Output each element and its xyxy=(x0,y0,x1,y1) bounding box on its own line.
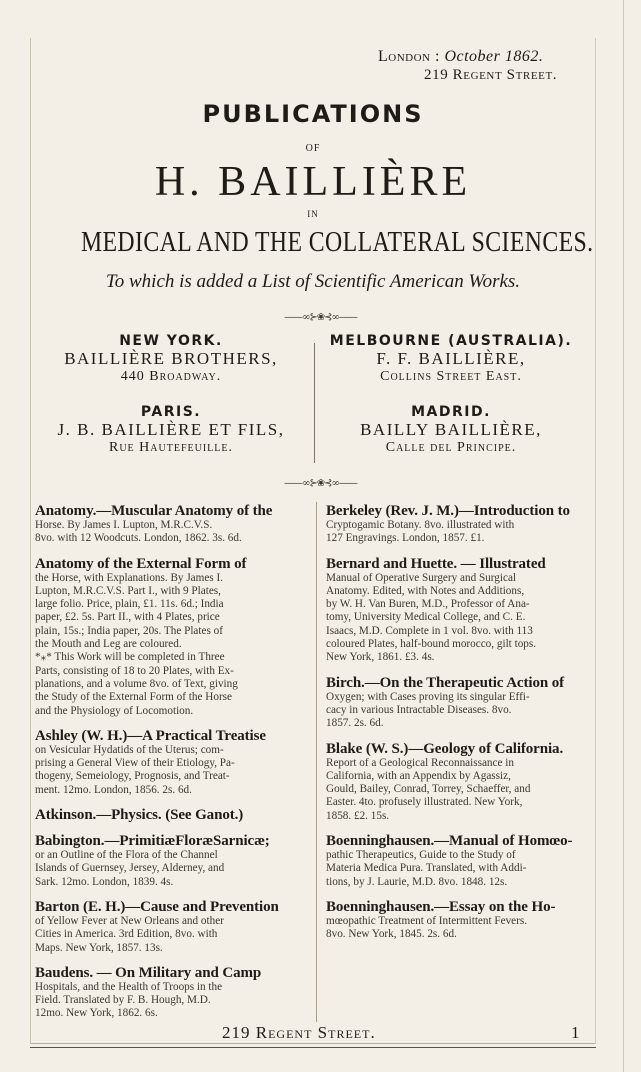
location-firm: F. F. BAILLIÈRE, xyxy=(376,349,526,368)
entry-line: plain, 15s.; India paper, 20s. The Plates of xyxy=(35,624,223,637)
entry-line: Islands of Guernsey, Jersey, Alderney, and xyxy=(35,862,225,875)
location-city: MELBOURNE (AUSTRALIA). xyxy=(329,333,573,349)
entry-line: 8vo. New York, 1845. 2s. 6d. xyxy=(326,928,457,941)
book-entry xyxy=(35,807,312,823)
entry-title: Boenninghausen.—Essay on the Ho- xyxy=(326,898,556,915)
book-entry xyxy=(35,728,312,797)
footer-address: 219 Regent Street. xyxy=(222,1023,376,1042)
entry-description xyxy=(326,849,584,889)
header-date: October 1862. xyxy=(444,48,544,65)
entry-line: large folio. Price, plain, £1. 11s. 6d.; India xyxy=(35,598,224,611)
entry-line: Isaacs, M.D. Complete in 1 vol. 8vo. with 113 xyxy=(326,624,533,637)
entry-description xyxy=(35,915,312,955)
location-city: PARIS. xyxy=(140,404,202,420)
entry-line: Cities in America. 3rd Edition, 8vo. with xyxy=(35,928,218,941)
subtitle: To which is added a List of Scientific American Works. xyxy=(105,271,521,292)
entry-line: thogeny, Semeiology, Prognosis, and Treat- xyxy=(35,770,230,783)
entry-title: Berkeley (Rev. J. M.)—Introduction to xyxy=(326,503,570,519)
entry-line: California, with an Appendix by Agassiz, xyxy=(326,769,511,782)
entry-line: Maps. New York, 1857. 13s. xyxy=(35,941,163,954)
entry-line: and the Physiology of Locomotion. xyxy=(35,704,194,717)
entry-description xyxy=(35,981,312,1021)
entry-line: Easter. 4to. profusely illustrated. New York, xyxy=(326,796,523,809)
book-entry xyxy=(35,556,312,718)
entry-line: 1857. 2s. 6d. xyxy=(326,717,384,730)
location-firm: BAILLIÈRE BROTHERS, xyxy=(64,349,278,368)
entry-line: Manual of Operative Surgery and Surgical xyxy=(326,571,517,584)
in-word: IN xyxy=(307,209,319,219)
location-paris xyxy=(40,404,302,456)
footer-rule xyxy=(30,1047,596,1048)
entry-title: Atkinson.—Physics. (See Ganot.) xyxy=(35,807,244,824)
location-street: Rue Hautefeuille. xyxy=(109,440,233,455)
entry-title: Anatomy.—Muscular Anatomy of the xyxy=(35,503,273,519)
entry-line: by W. H. Van Buren, M.D., Professor of Ana- xyxy=(326,598,530,611)
entry-title: Baudens. — On Military and Camp xyxy=(35,964,262,981)
entry-title: Barton (E. H.)—Cause and Prevention xyxy=(35,898,279,915)
entry-description xyxy=(35,519,312,546)
entry-description xyxy=(326,519,584,546)
entries-right-column xyxy=(326,503,584,952)
book-entry xyxy=(35,965,312,1021)
entry-line: cacy in various Intractable Diseases. 8vo. xyxy=(326,703,512,716)
header-place-date xyxy=(378,48,578,66)
entry-line: on Vesicular Hydatids of the Uterus; com- xyxy=(35,743,224,756)
entry-description xyxy=(35,744,312,797)
entry-line: the Mouth and Leg are coloured. xyxy=(35,638,182,651)
publisher-name: H. BAILLIÈRE xyxy=(154,159,472,205)
location-street: Collins Street East. xyxy=(380,369,522,384)
entry-line: Field. Translated by F. B. Hough, M.D. xyxy=(35,994,211,1007)
entry-line: pathic Therapeutics, Guide to the Study of xyxy=(326,849,516,862)
ornament-divider-middle: ——∞⊱❀⊰∞—— xyxy=(284,478,357,489)
publications-heading: PUBLICATIONS xyxy=(202,100,424,128)
entry-title: Birch.—On the Therapeutic Action of xyxy=(326,674,565,691)
book-entry xyxy=(326,833,584,889)
entry-title: Bernard and Huette. — Illustrated xyxy=(326,555,546,572)
page-edge xyxy=(623,0,624,1072)
page-number: 1 xyxy=(571,1023,580,1042)
entry-title: Ashley (W. H.)—A Practical Treatise xyxy=(35,727,266,744)
entry-line: the Study of the External Form of the Horse xyxy=(35,691,232,704)
entry-line: ment. 12mo. London, 1856. 2s. 6d. xyxy=(35,783,192,796)
entry-line: 127 Engravings. London, 1857. £1. xyxy=(326,532,485,545)
entry-description xyxy=(35,849,312,889)
entry-title: Boenninghausen.—Manual of Homœo- xyxy=(326,833,573,850)
entry-line: prising a General View of their Etiology, Pa- xyxy=(35,757,235,770)
entry-line: or an Outline of the Flora of the Channel xyxy=(35,849,218,862)
entry-line: tomy, University Medical College, and C. E. xyxy=(326,611,526,624)
of-word: OF xyxy=(305,143,321,154)
book-entry xyxy=(326,675,584,731)
entry-line: planations, and a volume 8vo. of Text, giving xyxy=(35,677,238,690)
location-city: MADRID. xyxy=(411,404,491,420)
entry-line: Sark. 12mo. London, 1839. 4s. xyxy=(35,875,174,888)
entry-title: Anatomy of the External Form of xyxy=(35,555,247,572)
book-entry xyxy=(326,741,584,823)
entry-line: *⁎* This Work will be completed in Three xyxy=(35,651,225,664)
location-firm: BAILLY BAILLIÈRE, xyxy=(360,420,542,439)
entry-line: 1858. £2. 15s. xyxy=(326,809,390,822)
location-street: 440 Broadway. xyxy=(120,369,222,384)
entry-description xyxy=(326,572,584,665)
ornament-divider-top: ——∞⊱❀⊰∞—— xyxy=(284,312,357,323)
location-city: NEW YORK. xyxy=(119,333,223,349)
entry-line: Horse. By James I. Lupton, M.R.C.V.S. xyxy=(35,519,213,531)
entry-line: the Horse, with Explanations. By James I. xyxy=(35,571,223,584)
entry-line: Gould, Bailey, Conrad, Torrey, Schaeffer, and xyxy=(326,783,531,796)
field-heading: MEDICAL AND THE COLLATERAL SCIENCES. xyxy=(80,226,594,258)
entry-line: 12mo. New York, 1862. 6s. xyxy=(35,1007,158,1020)
location-new-york xyxy=(40,333,302,385)
entry-line: Hospitals, and the Health of Troops in the xyxy=(35,980,223,993)
book-entry xyxy=(35,899,312,955)
book-entry xyxy=(326,556,584,665)
entry-line: 8vo. with 12 Woodcuts. London, 1862. 3s. 6d. xyxy=(35,532,242,545)
entry-title: Babington.—PrimitiæFloræSarnicæ; xyxy=(35,833,270,850)
entry-line: Report of a Geological Reconnaissance in xyxy=(326,756,514,769)
header-city: London : xyxy=(378,48,440,65)
entry-line: Lupton, M.R.C.V.S. Part I., with 9 Plates, xyxy=(35,584,221,597)
location-melbourne xyxy=(320,333,582,385)
entry-description xyxy=(35,572,312,718)
entry-line: Oxygen; with Cases proving its singular Effi- xyxy=(326,690,530,703)
location-madrid xyxy=(320,404,582,456)
entry-line: mœopathic Treatment of Intermittent Fevers. xyxy=(326,914,528,927)
entry-title: Blake (W. S.)—Geology of California. xyxy=(326,740,564,757)
entry-description xyxy=(326,691,584,731)
entry-line: Parts, consisting of 18 to 20 Plates, with Ex- xyxy=(35,664,234,677)
entry-line: tions, by J. Laurie, M.D. 8vo. 1848. 12s. xyxy=(326,875,508,888)
entry-description xyxy=(326,757,584,823)
location-firm: J. B. BAILLIÈRE ET FILS, xyxy=(57,420,285,439)
location-street: Calle del Principe. xyxy=(385,440,517,455)
entry-line: coloured Plates, half-bound morocco, gilt tops. xyxy=(326,638,537,651)
header-address: 219 Regent Street. xyxy=(424,67,558,83)
book-entry xyxy=(35,833,312,889)
entry-line: paper, £2. 5s. Part II., with 4 Plates, price xyxy=(35,611,220,624)
column-rule-main xyxy=(316,502,317,1022)
entry-line: Materia Medica Pura. Translated, with Addi- xyxy=(326,862,527,875)
entry-line: Cryptogamic Botany. 8vo. illustrated with xyxy=(326,519,515,531)
entry-line: of Yellow Fever at New Orleans and other xyxy=(35,914,224,927)
entry-line: Anatomy. Edited, with Notes and Additions, xyxy=(326,584,525,597)
book-entry xyxy=(326,503,584,546)
entries-left-column xyxy=(35,503,312,1031)
book-entry xyxy=(326,899,584,942)
book-entry xyxy=(35,503,312,546)
entry-description xyxy=(326,915,584,942)
column-rule-top xyxy=(314,343,315,463)
entry-line: New York, 1861. £3. 4s. xyxy=(326,651,435,664)
